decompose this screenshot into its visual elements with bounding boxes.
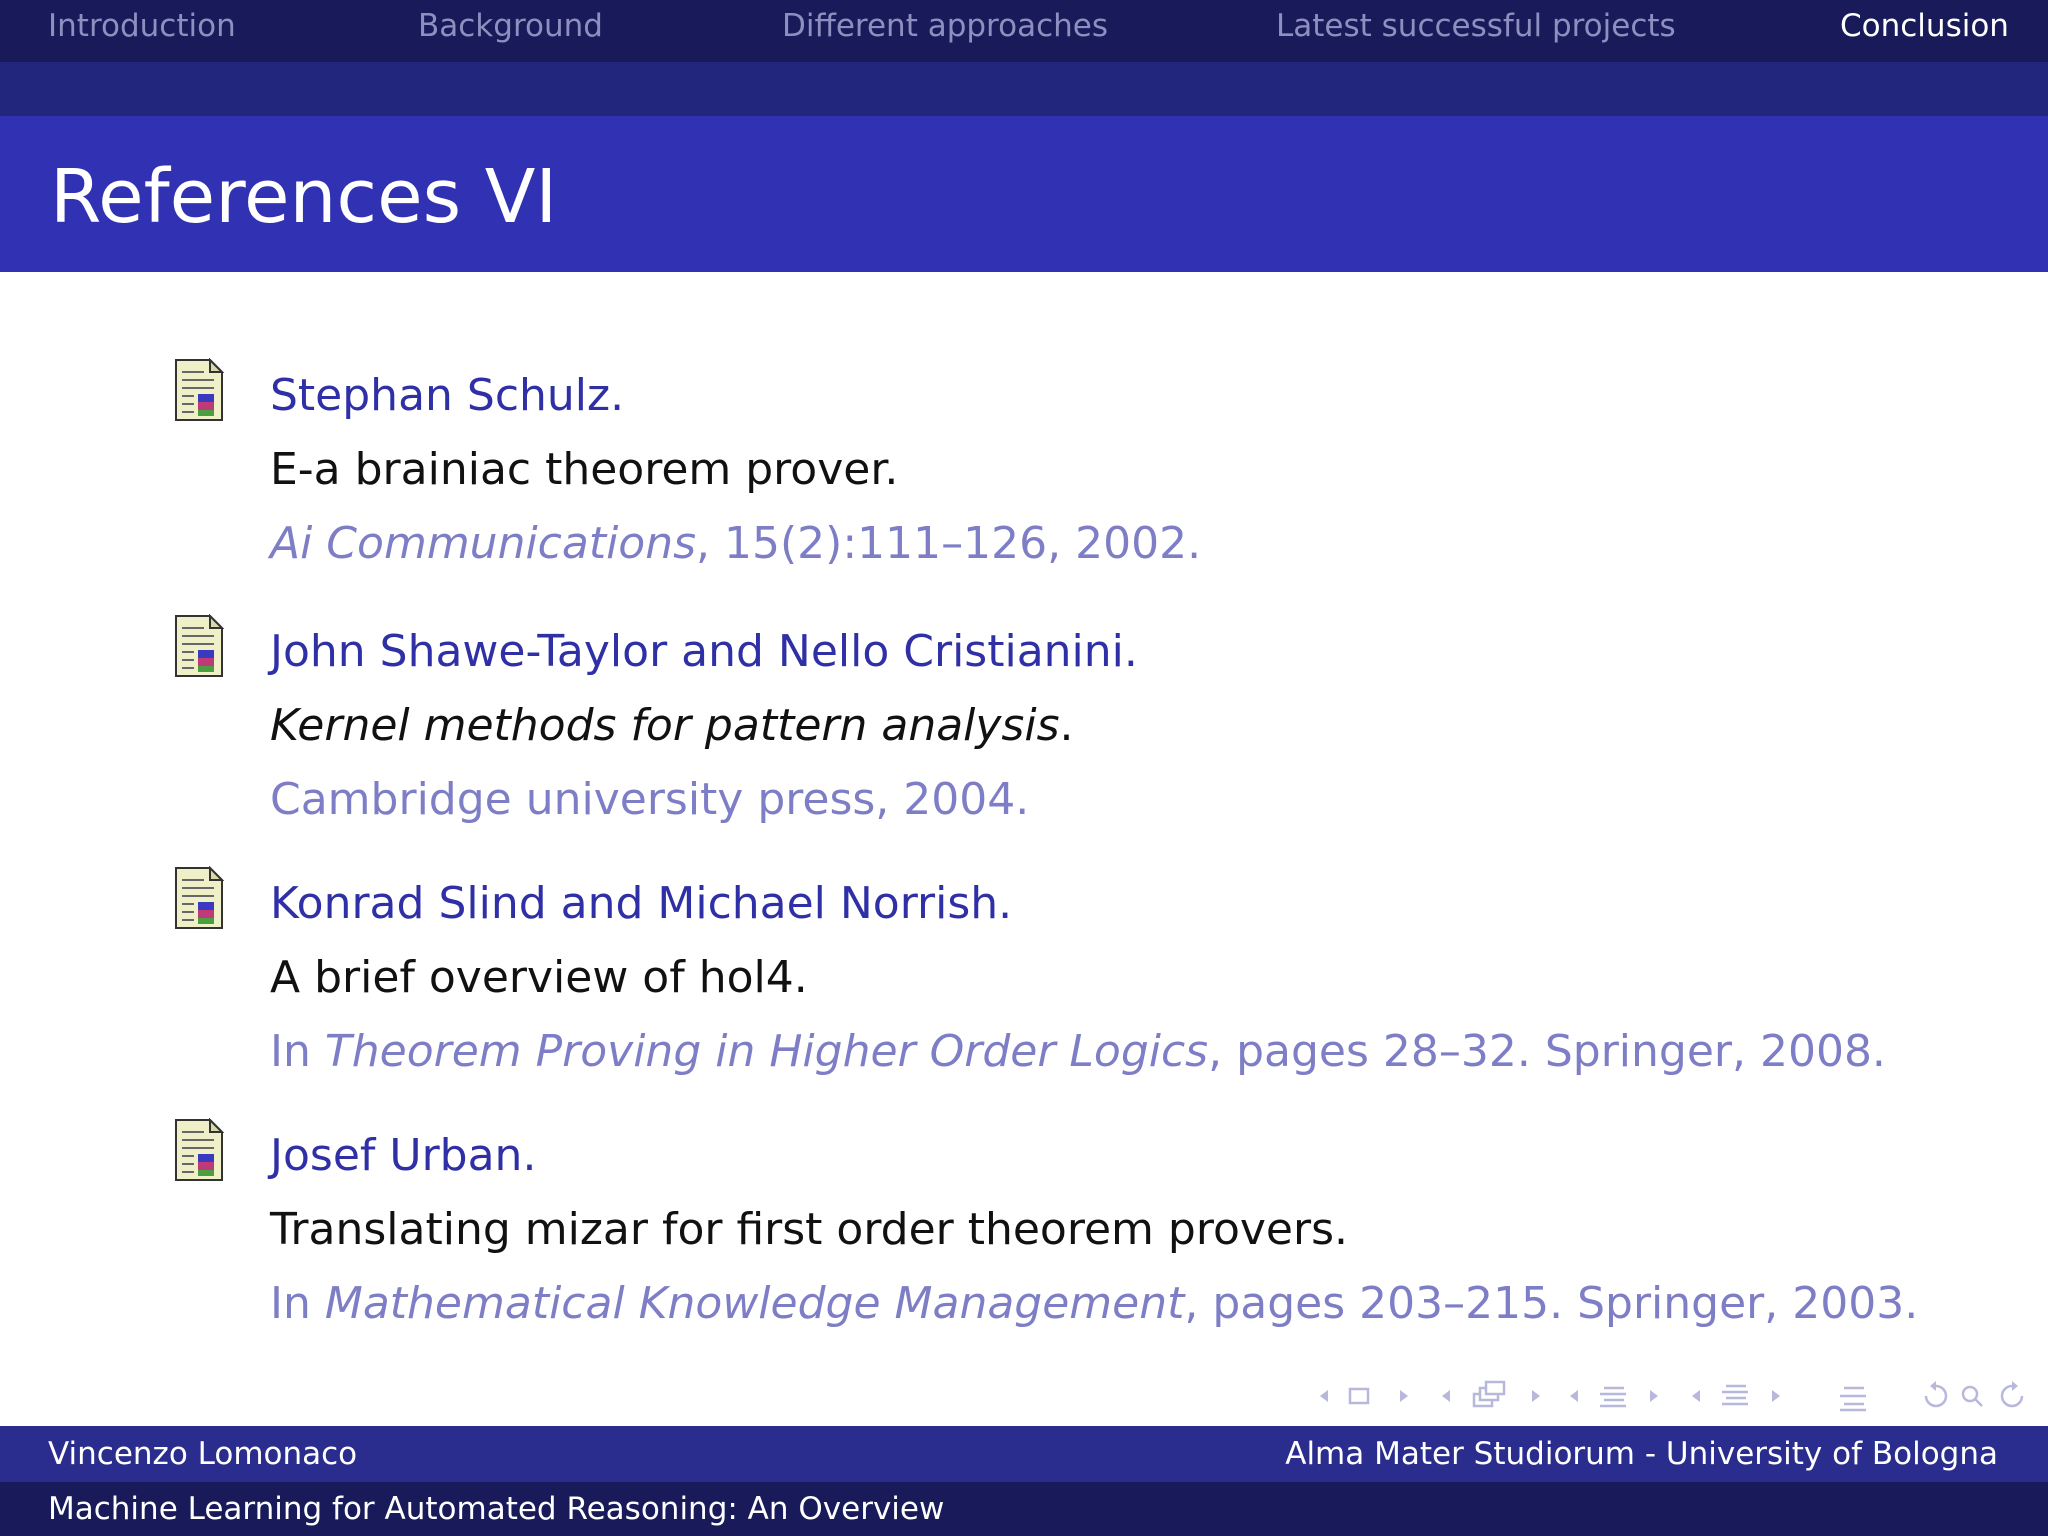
footer-institute: Alma Mater Studiorum - University of Bologna xyxy=(1285,1436,1998,1472)
nav-item-different-approaches[interactable]: Different approaches xyxy=(782,8,1108,44)
frame-nav-icon[interactable] xyxy=(1314,1378,1414,1414)
search-nav-group xyxy=(1920,1378,2030,1414)
reference-venue: Cambridge university press, 2004. xyxy=(270,774,1030,825)
subsection-nav-icon[interactable] xyxy=(1436,1378,1546,1414)
slide-title: References VI xyxy=(50,154,558,240)
reference-venue-name: Theorem Proving in Higher Order Logics xyxy=(324,1026,1209,1077)
section-navigation xyxy=(0,0,2048,62)
footer-talk-title: Machine Learning for Automated Reasoning: An Overview xyxy=(48,1491,945,1527)
subsection-strip xyxy=(0,62,2048,116)
back-icon[interactable] xyxy=(1926,1381,1946,1406)
nav-item-introduction[interactable]: Introduction xyxy=(48,8,236,44)
reference-author: Josef Urban. xyxy=(270,1130,537,1181)
article-icon xyxy=(174,1118,224,1182)
reference-venue: In Theorem Proving in Higher Order Logics, pages 28–32. Springer, 2008. xyxy=(270,1026,1886,1077)
reference-title: A brief overview of hol4. xyxy=(270,952,808,1003)
footer-title-bar xyxy=(0,1482,2048,1536)
reference-title: Translating mizar for first order theorem provers. xyxy=(270,1204,1348,1255)
reference-venue-name: Mathematical Knowledge Management xyxy=(324,1278,1185,1329)
article-icon xyxy=(174,614,224,678)
appendix-nav-icon[interactable] xyxy=(1836,1378,1872,1414)
nav-item-background[interactable]: Background xyxy=(418,8,603,44)
footer-info-bar xyxy=(0,1426,2048,1482)
nav-item-latest-projects[interactable]: Latest successful projects xyxy=(1276,8,1676,44)
presentation-nav-icon[interactable] xyxy=(1686,1378,1786,1414)
reference-author: John Shawe-Taylor and Nello Cristianini. xyxy=(270,626,1138,677)
reference-author: Konrad Slind and Michael Norrish. xyxy=(270,878,1013,929)
reference-venue: In Mathematical Knowledge Management, pages 203–215. Springer, 2003. xyxy=(270,1278,1919,1329)
reference-venue: Ai Communications, 15(2):111–126, 2002. xyxy=(270,518,1202,569)
reference-title: Kernel methods for pattern analysis. xyxy=(270,700,1074,751)
reference-author: Stephan Schulz. xyxy=(270,370,625,421)
section-nav-icon[interactable] xyxy=(1564,1378,1664,1414)
reference-venue-name: Ai Communications xyxy=(270,518,697,569)
reference-title: E-a brainiac theorem prover. xyxy=(270,444,899,495)
search-icon[interactable] xyxy=(1963,1387,1982,1406)
forward-icon[interactable] xyxy=(2002,1381,2022,1406)
footer-author: Vincenzo Lomonaco xyxy=(48,1436,358,1472)
nav-item-conclusion[interactable]: Conclusion xyxy=(1840,8,2009,44)
article-icon xyxy=(174,866,224,930)
article-icon xyxy=(174,358,224,422)
